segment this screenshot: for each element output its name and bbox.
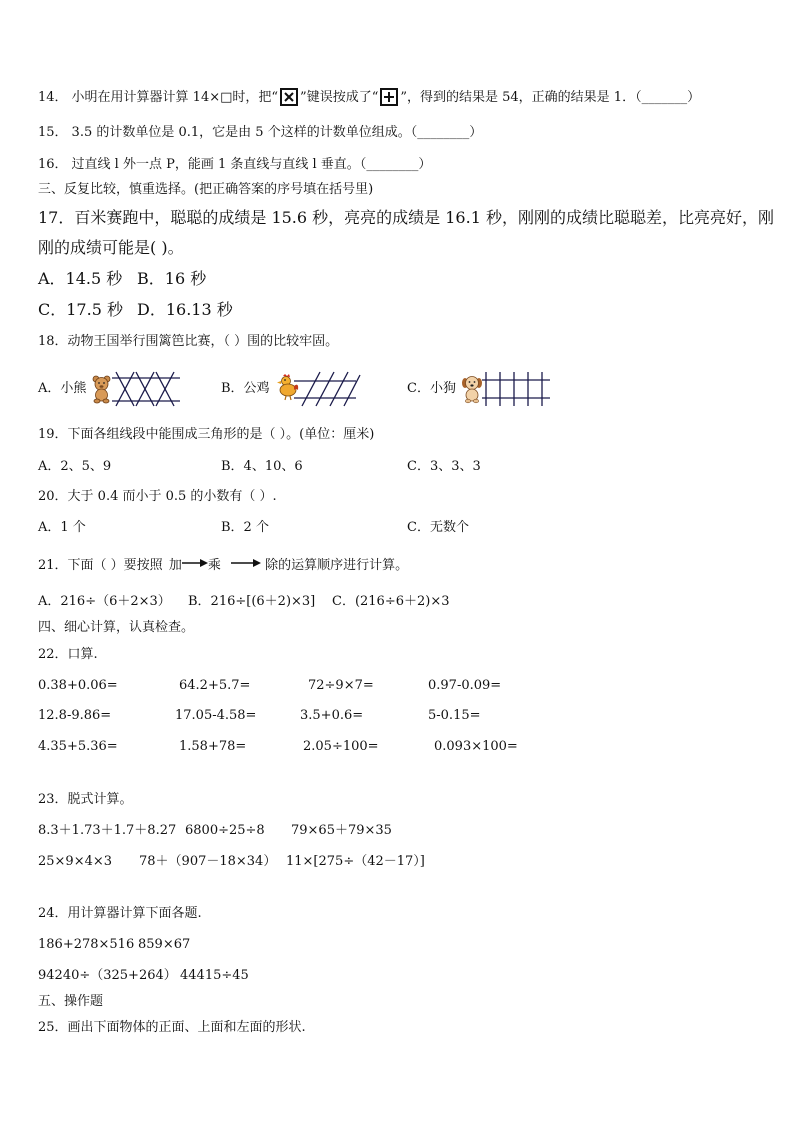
q15-number: 15． bbox=[38, 125, 68, 140]
q20-option-a[interactable]: A．1 个 bbox=[38, 520, 86, 535]
q19-option-c[interactable]: C．3、3、3 bbox=[407, 459, 481, 474]
arrow-right-icon bbox=[182, 558, 208, 568]
fence-grid-icon bbox=[482, 372, 550, 406]
q24-item: 94240÷（325+264） bbox=[38, 968, 177, 983]
q22-item: 2.05÷100= bbox=[303, 739, 379, 754]
q18-option-c[interactable]: C．小狗 bbox=[407, 381, 456, 396]
fence-slanted-icon bbox=[294, 372, 360, 406]
q14-text-3: ”，得到的结果是 54，正确的结果是 1． bbox=[400, 90, 636, 105]
q22-item: 64.2+5.7= bbox=[179, 678, 251, 693]
q23-item: 6800÷25÷8 bbox=[185, 823, 265, 838]
q17-line-1: 17．百米赛跑中，聪聪的成绩是 15.6 秒，亮亮的成绩是 16.1 秒，刚刚的成绩比聪聪差，比亮亮好，刚 bbox=[38, 208, 774, 227]
q21-text-1: 21．下面（ ）要按照 bbox=[38, 558, 163, 573]
q22-item: 12.8-9.86= bbox=[38, 708, 112, 723]
q19-option-a[interactable]: A．2、5、9 bbox=[38, 459, 112, 474]
q21-text-2: 除的运算顺序进行计算。 bbox=[265, 558, 409, 573]
q22-item: 72÷9×7= bbox=[308, 678, 374, 693]
q24-item: 859×67 bbox=[138, 937, 191, 952]
q23-item: 8.3＋1.73＋1.7＋8.27 bbox=[38, 823, 177, 838]
plus-key-icon bbox=[380, 88, 398, 106]
q17-option-d[interactable]: D．16.13 秒 bbox=[137, 300, 233, 319]
dog-icon bbox=[461, 375, 483, 403]
section-4-heading: 四、细心计算，认真检查。 bbox=[38, 620, 195, 635]
q18-option-a[interactable]: A．小熊 bbox=[38, 381, 87, 396]
q19-option-b[interactable]: B．4、10、6 bbox=[221, 459, 303, 474]
q18-option-b[interactable]: B．公鸡 bbox=[221, 381, 270, 396]
q22-item: 4.35+5.36= bbox=[38, 739, 118, 754]
q22-item: 3.5+0.6= bbox=[300, 708, 364, 723]
q23-item: 11×[275÷（42－17）] bbox=[286, 854, 425, 869]
q17-option-b[interactable]: B．16 秒 bbox=[137, 269, 207, 288]
q14-text-1: 小明在用计算器计算 14×□时，把“ bbox=[71, 90, 279, 105]
bear-icon bbox=[90, 374, 114, 404]
q23-item: 25×9×4×3 bbox=[38, 854, 113, 869]
q21-op-add: 加 bbox=[168, 558, 182, 573]
q20-option-b[interactable]: B．2 个 bbox=[221, 520, 269, 535]
arrow-right-icon bbox=[231, 558, 261, 568]
q24-item: 44415÷45 bbox=[180, 968, 249, 983]
q22-item: 0.97-0.09= bbox=[428, 678, 502, 693]
q21-option-a[interactable]: A．216÷（6＋2×3） bbox=[38, 594, 171, 609]
q22-item: 1.58+78= bbox=[179, 739, 247, 754]
q23-item: 78＋（907－18×34） bbox=[139, 854, 277, 869]
q22-item: 0.093×100= bbox=[434, 739, 518, 754]
fence-diagonal-cross-icon bbox=[112, 372, 182, 406]
q16-number: 16． bbox=[38, 157, 68, 172]
q14-text-2: ”键误按成了“ bbox=[300, 90, 379, 105]
q22-title: 22．口算. bbox=[38, 647, 98, 662]
q24-item: 186+278×516 bbox=[38, 937, 135, 952]
q15-text: 3.5 的计数单位是 0.1，它是由 5 个这样的计数单位组成。 bbox=[71, 125, 411, 140]
question-14 bbox=[38, 88, 700, 107]
q14-number: 14． bbox=[38, 90, 68, 105]
q20-text: 20．大于 0.4 而小于 0.5 的小数有（ ）. bbox=[38, 489, 277, 504]
q25-text: 25．画出下面物体的正面、上面和左面的形状. bbox=[38, 1020, 306, 1035]
q23-item: 79×65＋79×35 bbox=[291, 823, 392, 838]
q22-item: 5-0.15= bbox=[428, 708, 481, 723]
section-5-heading: 五、操作题 bbox=[38, 994, 104, 1009]
q22-item: 0.38+0.06= bbox=[38, 678, 118, 693]
q17-option-a[interactable]: A．14.5 秒 bbox=[38, 269, 123, 288]
q17-option-c[interactable]: C．17.5 秒 bbox=[38, 300, 123, 319]
q23-title: 23．脱式计算。 bbox=[38, 792, 133, 807]
q21-option-b[interactable]: B．216÷[(6＋2)×3] bbox=[188, 594, 316, 609]
section-3-heading: 三、反复比较，慎重选择。(把正确答案的序号填在括号里) bbox=[38, 182, 374, 197]
question-21 bbox=[38, 557, 408, 575]
question-16 bbox=[38, 156, 431, 174]
multiply-key-icon bbox=[280, 88, 298, 106]
q24-title: 24．用计算器计算下面各题. bbox=[38, 906, 202, 921]
q19-text: 19．下面各组线段中能围成三角形的是（ ）。(单位：厘米) bbox=[38, 427, 375, 442]
q18-text: 18．动物王国举行围篱笆比赛，（ ）围的比较牢固。 bbox=[38, 334, 339, 349]
q21-option-c[interactable]: C．(216÷6＋2)×3 bbox=[332, 594, 450, 609]
q17-line-2: 刚的成绩可能是( )。 bbox=[38, 238, 184, 257]
q20-option-c[interactable]: C．无数个 bbox=[407, 520, 469, 535]
q16-answer-blank[interactable]: （________） bbox=[359, 157, 432, 172]
q21-op-multiply: 乘 bbox=[207, 558, 221, 573]
q15-answer-blank[interactable]: （________） bbox=[410, 125, 483, 140]
question-15 bbox=[38, 124, 482, 142]
q14-answer-blank[interactable]: （_______） bbox=[635, 90, 701, 105]
q16-text: 过直线 l 外一点 P，能画 1 条直线与直线 l 垂直。 bbox=[71, 157, 360, 172]
q22-item: 17.05-4.58= bbox=[175, 708, 257, 723]
